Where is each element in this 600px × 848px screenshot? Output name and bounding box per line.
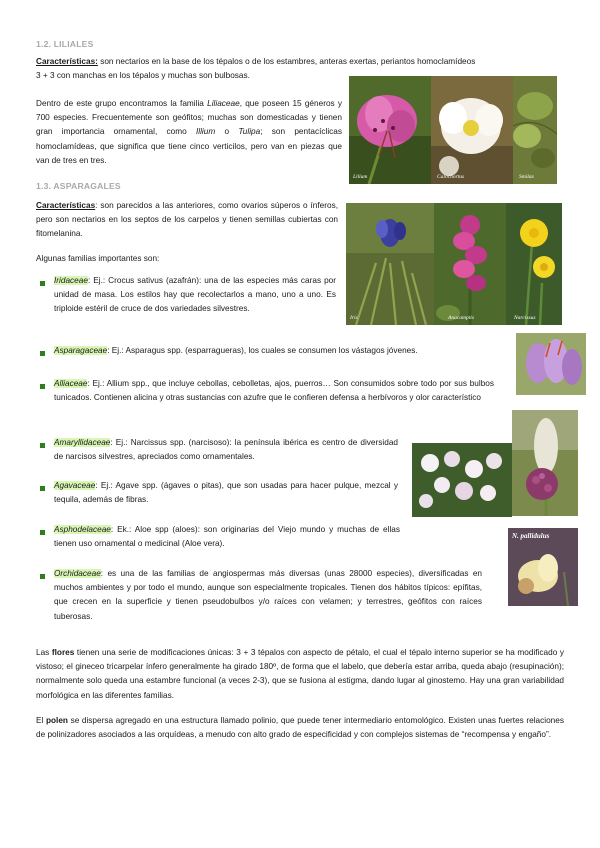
paragraph-text: Las xyxy=(36,648,50,657)
flores-paragraph xyxy=(36,646,564,703)
characteristics-label: Características: xyxy=(36,57,98,66)
caption-n-pallidulus: N. pallidulus xyxy=(512,532,550,540)
family-name: Amaryllidaceae xyxy=(54,438,111,447)
bullet-asphodelaceae xyxy=(40,530,45,535)
caption-iris: Iris xyxy=(350,315,358,321)
section-heading-asparagales: 1.3. ASPARAGALES xyxy=(36,181,121,191)
families-intro: Algunas familias importantes son: xyxy=(36,254,160,263)
characteristics-text-line2: 3 + 3 con manchas en los tépalos y muchas son bulbosas. xyxy=(36,71,250,81)
asparagales-characteristics xyxy=(36,199,338,242)
bullet-amaryllidaceae xyxy=(40,443,45,448)
photo-calochortus xyxy=(431,76,513,184)
family-name: Alliaceae xyxy=(54,379,88,388)
photo-n-pallidulus xyxy=(508,528,578,606)
photo-anacamptis xyxy=(434,203,506,325)
term-flores: flores xyxy=(51,648,75,657)
liliaceae-paragraph xyxy=(36,97,342,168)
bullet-iridaceae xyxy=(40,281,45,286)
caption-lilium: Lilium xyxy=(353,174,368,180)
section-heading-liliales: 1.2. LILIALES xyxy=(36,39,94,49)
family-orchidaceae xyxy=(54,567,482,624)
family-name: Asparagaceae xyxy=(54,346,108,355)
photo-narcissus xyxy=(506,203,562,325)
family-name: Iridaceae xyxy=(54,276,88,285)
family-amaryllidaceae xyxy=(54,436,398,464)
photo-white-flowers xyxy=(412,443,512,517)
paragraph-text: Dentro de este grupo encontramos la familia xyxy=(36,99,204,108)
family-name: Asphodelaceae xyxy=(54,525,111,534)
photo-crocus xyxy=(516,333,586,395)
family-asphodelaceae xyxy=(54,523,400,551)
family-text: : Ej.: Narcissus spp. (narcisoso): la península ibérica es centro de diversidad de narcisos silvestres, apreciados como ornamentales. xyxy=(54,438,398,462)
family-name: Agavaceae xyxy=(54,481,96,490)
family-asparagaceae xyxy=(54,344,504,358)
family-alliaceae xyxy=(54,377,494,405)
paragraph-text: El xyxy=(36,716,44,725)
photo-smilax xyxy=(513,76,557,184)
family-text: : Ej.: Agave spp. (ágaves o pitas), que son usadas para hacer pulque, mezcal y tequila, además de fibras. xyxy=(54,481,398,505)
polen-paragraph xyxy=(36,714,564,742)
characteristics-label: Características xyxy=(36,201,96,210)
caption-calochortus: Calochortus xyxy=(437,174,465,180)
caption-anacamptis: Anacamptis xyxy=(448,315,474,321)
family-text: : Ej.: Allium spp., que incluye cebollas, cebolletas, ajos, puerros… Son consumidos sobre todo por sus bulbos tunicados. Contienen alicina y otras sustancias con azufre que le confieren defensa a herbívoros y olor característico xyxy=(54,379,494,403)
term-polen: polen xyxy=(45,716,68,725)
photo-lilium xyxy=(349,76,431,184)
paragraph-text: , que poseen 15 géneros y 700 especies. Frecuentemente son geófitos; muchas son domesticadas y tienen gran importancia ornamental, como xyxy=(36,99,343,137)
family-text: : Ej.: Crocus sativus (azafrán): una de las especies más caras por unidad de masa. Los estilos hay que recolectarlos a mano, uno a uno. Es triploide estéril de cruce de dos variedades silvestres. xyxy=(54,276,336,314)
paragraph-text: o xyxy=(224,127,230,137)
paragraph-text: se dispersa agregado en una estructura llamado polinio, que puede tener intermediario entomológico. Existen unas fuertes relaciones de polinizadores asociados a las orquídeas, a menudo con alto grado de especificidad y con complejos sistemas de “recompensa y engaño”. xyxy=(36,716,564,740)
paragraph-text: ; son pentacíclicas homoclamídeas, que significa que tiene cinco verticilos, pero van en piezas que van de tres en tres. xyxy=(36,127,343,165)
taxon-liliaceae: Liliaceae xyxy=(207,99,240,108)
family-text: : es una de las familias de angiospermas más diversas (unas 28000 especies), diversificadas en muchos ambientes y por todo el mundo, aunque son especialmente tropicales. Tienen dos hábitos típicos: epífitas, que crecen en la superficie y tienen pseudobulbos y/o raíces con velamen; y terrestres, geófitos con raíces tuberosas. xyxy=(54,569,482,621)
bullet-asparagaceae xyxy=(40,351,45,356)
bullet-alliaceae xyxy=(40,384,45,389)
characteristics-text: : son parecidos a las anteriores, como ovarios súperos o ínferos, pero son nectarios en los septos de los carpelos y tienen semillas cubiertas con fitomelanina. xyxy=(36,201,338,239)
caption-smilax: Smilax xyxy=(519,174,534,180)
paragraph-text: tienen una serie de modificaciones únicas: 3 + 3 tépalos con aspecto de pétalo, el cual el tépalo interno superior se ha modificado y vistoso; el gineceo tricarpelar ínfero generalmente ha girado 180º, de forma que el labelo, que debería estar arriba, queda abajo (resupinación); normalmente solo queda una estambre funcional (a veces 2-3), que se fusiona al estigma, dando lugar al ginostemo. Hay una gran variabilidad morfológica en las diferentes familias. xyxy=(36,648,564,700)
family-agavaceae xyxy=(54,479,398,507)
family-iridaceae xyxy=(54,274,336,317)
family-name: Orchidaceae xyxy=(54,569,101,578)
family-text: : Ej.: Asparagus spp. (esparragueras), los cuales se consumen los vástagos jóvenes. xyxy=(107,346,418,355)
caption-narcissus: Narcissus xyxy=(514,315,536,321)
taxon-illium: Illium xyxy=(195,127,216,137)
photo-iris xyxy=(346,203,434,325)
bullet-agavaceae xyxy=(40,486,45,491)
family-text: : Ek.: Aloe spp (aloes): son originarias del Viejo mundo y muchas de ellas tienen uso ornamental o medicinal (Aloe vera). xyxy=(54,525,400,549)
characteristics-text: son nectarios en la base de los tépalos o de los estambres, anteras exertas, periantos homoclamídeos xyxy=(100,57,476,66)
taxon-tulipa: Tulipa xyxy=(238,127,261,137)
photo-allium xyxy=(512,410,578,516)
bullet-orchidaceae xyxy=(40,574,45,579)
